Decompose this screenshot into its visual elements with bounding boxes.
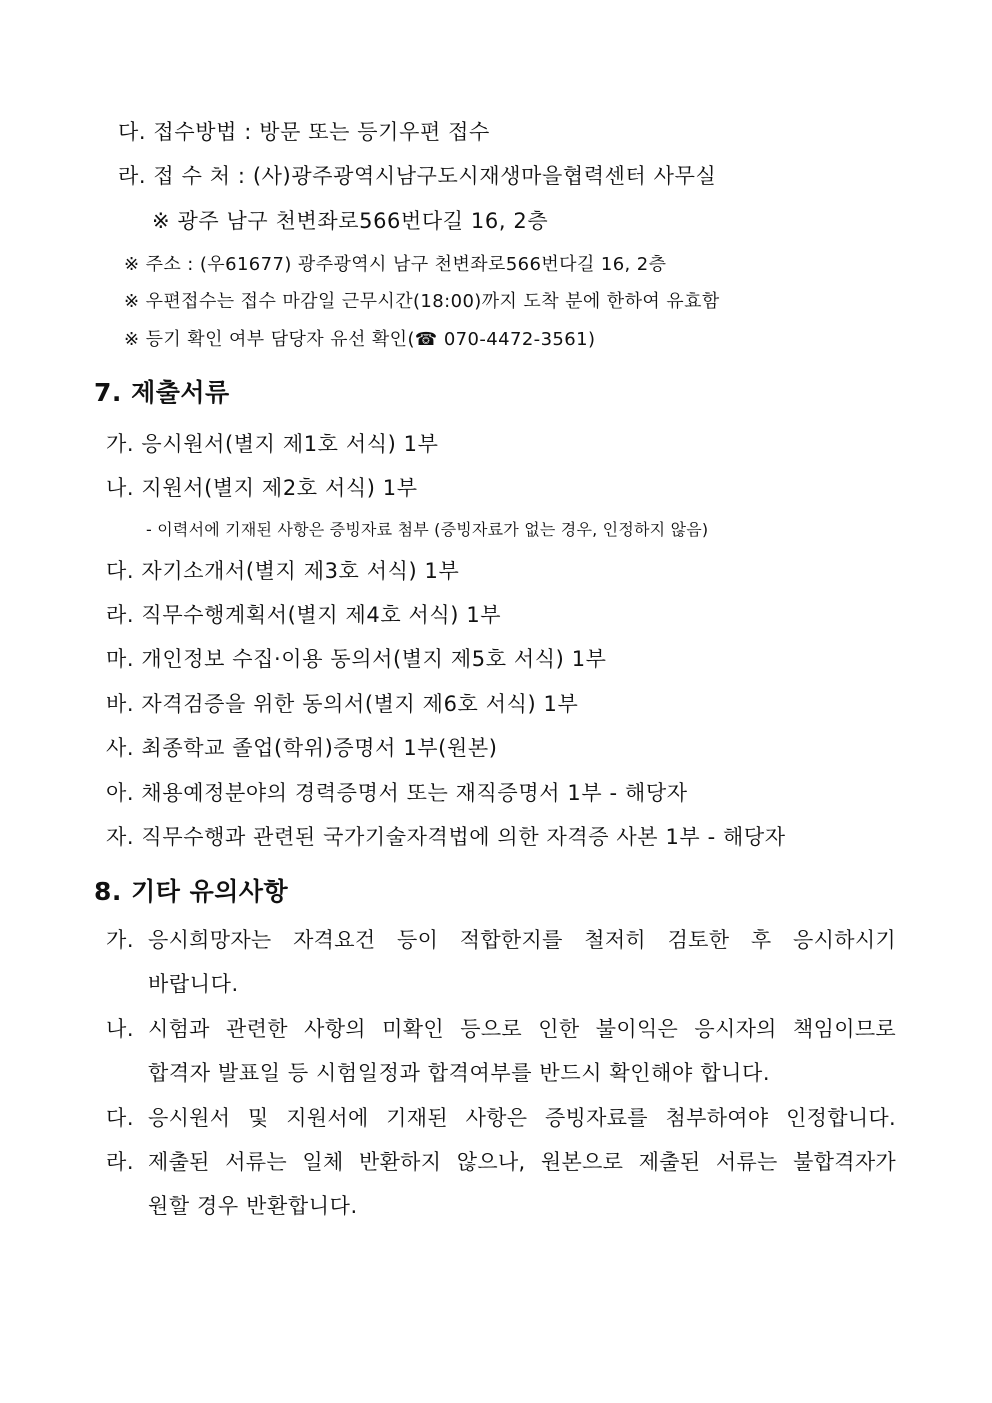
section8-item-na-line1: 시험과 관련한 사항의 미확인 등으로 인한 불이익은 응시자의 책임이므로 xyxy=(148,1017,896,1041)
section8-title: 8. 기타 유의사항 xyxy=(94,877,289,906)
section8-item-da-label: 다. xyxy=(106,1106,135,1130)
section8-item-na-label: 나. xyxy=(106,1017,135,1041)
note-postal-deadline: ※ 우편접수는 접수 마감일 근무시간(18:00)까지 도착 분에 한하여 유효함 xyxy=(124,291,720,312)
section7-item-ga: 가. 응시원서(별지 제1호 서식) 1부 xyxy=(106,432,439,456)
note-registered-mail-check: ※ 등기 확인 여부 담당자 유선 확인(☎ 070-4472-3561) xyxy=(124,329,596,350)
reception-place-address: ※ 광주 남구 천변좌로566번다길 16, 2층 xyxy=(152,209,549,233)
section7-sub-note: - 이력서에 기재된 사항은 증빙자료 첨부 (증빙자료가 없는 경우, 인정하지 않음) xyxy=(146,520,709,539)
section7-item-ra: 라. 직무수행계획서(별지 제4호 서식) 1부 xyxy=(106,603,502,627)
reception-place: 라. 접 수 처 : (사)광주광역시남구도시재생마을협력센터 사무실 xyxy=(118,164,717,188)
section7-item-ba: 바. 자격검증을 위한 동의서(별지 제6호 서식) 1부 xyxy=(106,692,579,716)
section8-item-da-line1: 응시원서 및 지원서에 기재된 사항은 증빙자료를 첨부하여야 인정합니다. xyxy=(148,1106,896,1130)
section7-item-sa: 사. 최종학교 졸업(학위)증명서 1부(원본) xyxy=(106,736,498,760)
section8-item-na-line2: 합격자 발표일 등 시험일정과 합격여부를 반드시 확인해야 합니다. xyxy=(148,1061,771,1085)
section7-item-ja: 자. 직무수행과 관련된 국가기술자격법에 의한 자격증 사본 1부 - 해당자 xyxy=(106,825,786,849)
reception-method: 다. 접수방법 : 방문 또는 등기우편 접수 xyxy=(118,120,490,144)
section7-item-da: 다. 자기소개서(별지 제3호 서식) 1부 xyxy=(106,559,460,583)
section8-item-ga-label: 가. xyxy=(106,928,135,952)
section7-item-ma: 마. 개인정보 수집·이용 동의서(별지 제5호 서식) 1부 xyxy=(106,647,607,671)
section7-item-na: 나. 지원서(별지 제2호 서식) 1부 xyxy=(106,476,418,500)
section8-item-ga-line2: 바랍니다. xyxy=(148,972,239,996)
note-address: ※ 주소 : (우61677) 광주광역시 남구 천변좌로566번다길 16, 2층 xyxy=(124,254,667,275)
section7-item-a: 아. 채용예정분야의 경력증명서 또는 재직증명서 1부 - 해당자 xyxy=(106,781,688,805)
section8-item-ra-line2: 원할 경우 반환합니다. xyxy=(148,1194,358,1218)
section8-item-ra-label: 라. xyxy=(106,1150,135,1174)
section8-item-ra-line1: 제출된 서류는 일체 반환하지 않으나, 원본으로 제출된 서류는 불합격자가 xyxy=(148,1150,896,1174)
section8-item-ga-line1: 응시희망자는 자격요건 등이 적합한지를 철저히 검토한 후 응시하시기 xyxy=(148,928,896,952)
section7-title: 7. 제출서류 xyxy=(94,378,230,407)
